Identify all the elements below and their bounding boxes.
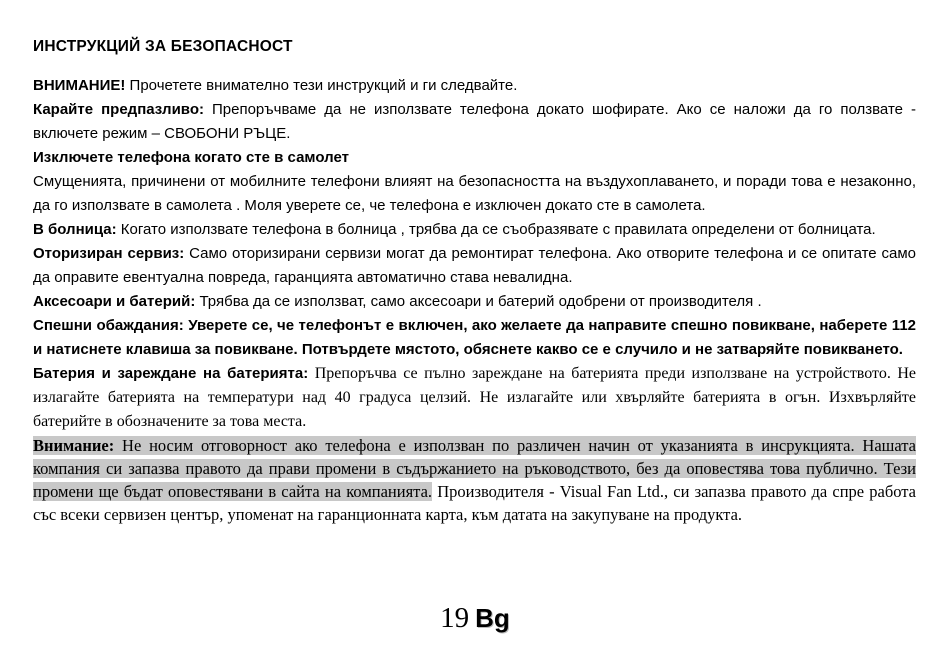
warning-label: ВНИМАНИЕ!: [33, 77, 126, 94]
accessories-paragraph: [33, 290, 916, 314]
hospital-text: Когато използвате телефона в болница , трябва да се съобразявате с правилата определени от болницата.: [116, 221, 876, 238]
airplane-label: Изключете телефона когато сте в самолет: [33, 149, 349, 166]
battery-label: Батерия и зареждане на батерията:: [33, 365, 309, 382]
airplane-paragraph: Смущенията, причинени от мобилните телефони влияят на безопасността на въздухоплаването, и поради това е незаконно, да го използвате в самолета . Моля уверете се, че телефона е изключен докато сте в самолета.: [33, 173, 916, 214]
notice-label: Внимание:: [33, 436, 115, 455]
battery-text: Препоръчва се пълно зареждане на батерията преди използване на устройството. Не излагайте батерията на температури над 40 градуса целзий. Не излагайте или хвърляйте батерията в огън. Изхвърляйте батерийте в обозначените за това места.: [33, 365, 916, 430]
hospital-paragraph: [33, 218, 916, 242]
drive-text: Препоръчваме да не използвате телефона докато шофирате. Ако се наложи да го ползвате - включете режим – СВОБОНИ РЪЦЕ.: [33, 101, 916, 142]
service-paragraph: [33, 242, 916, 290]
accessories-label: Аксесоари и батерий:: [33, 293, 196, 310]
notice-paragraph: [33, 434, 916, 526]
page-footer: [0, 602, 950, 635]
emergency-text: Уверете се, че телефонът е включен, ако желаете да направите спешно повикване, наберете 112 и натиснете клавиша за повикване. Потвърдете мястото, обяснете какво се е случило и не затваряйте повикването.: [33, 317, 917, 358]
drive-paragraph: [33, 98, 916, 146]
document-page: [33, 38, 916, 526]
service-text: Само оторизирани сервизи могат да ремонтират телефона. Ако отворите телефона и се опитате само да оправите евентуална повреда, гаранцията автоматично става невалидна.: [33, 245, 917, 286]
notice-highlight-text: Не носим отговорност ако телефона е използван по различен начин от указанията в инсрукцията. Нашата компания си запазва правото да прави промени в съдържанието на ръководството, без да оповестява това публично. Тези промени ще бъдат оповестявани в сайта на компанията.: [33, 436, 916, 501]
warning-paragraph: [33, 74, 916, 98]
accessories-text: Трябва да се използват, само аксесоари и батерий одобрени от производителя .: [195, 293, 762, 310]
airplane-heading: [33, 146, 916, 170]
hospital-label: В болница:: [33, 221, 117, 238]
warning-text: Прочетете внимателно тези инструкций и ги следвайте.: [125, 77, 518, 94]
page-title: ИНСТРУКЦИЙ ЗА БЕЗОПАСНОСТ: [33, 38, 293, 55]
emergency-label: Спешни обаждания:: [33, 317, 184, 334]
service-label: Оторизиран сервиз:: [33, 245, 185, 262]
notice-rest-text: Производителя - Visual Fan Ltd., си запазва правото да спре работа със всеки сервизен център, упоменат на гаранционната карта, към датата на закупуване на продукта.: [33, 482, 916, 524]
drive-label: Карайте предпазливо:: [33, 101, 204, 118]
page-number: 19: [440, 602, 470, 634]
emergency-paragraph: [33, 314, 916, 362]
battery-paragraph: [33, 362, 916, 434]
language-code: Bg: [475, 603, 510, 633]
